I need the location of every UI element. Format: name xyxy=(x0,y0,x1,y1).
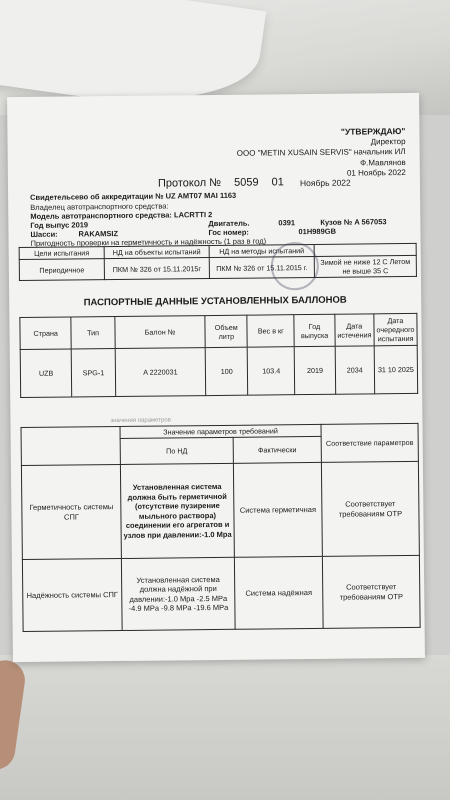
table-cell: A 2220031 xyxy=(115,348,206,397)
model-line: Модель автотранспортного средства: LACRTTI 2 xyxy=(30,210,213,221)
table-cell: 31 10 2025 xyxy=(374,345,418,393)
table-header-cell: Соответствие параметров xyxy=(321,423,418,462)
chassis-value: RAKAMSIZ xyxy=(78,229,119,239)
table-cell: Установленная система должна быть герметичной (отсутствие пузирение мыльного раствора) соединении его агрегатов и узлов при давлении:-1.0 Mpa xyxy=(120,463,234,558)
protocol-label: Протокол № xyxy=(157,176,222,190)
table-cell: Периодичное xyxy=(19,259,104,281)
table-header-cell: Фактически xyxy=(233,436,321,463)
table-row xyxy=(19,255,416,280)
table-cell: 100 xyxy=(205,347,247,395)
table-cell: 2019 xyxy=(295,346,336,394)
table-row xyxy=(20,313,417,349)
table-cell: Зимой не ниже 12 С Летом не выше 35 С xyxy=(314,255,416,277)
table-header-cell: НД на методы испытаний xyxy=(209,244,314,257)
table-cell: 103.4 xyxy=(247,347,295,395)
table-header-cell: Вес в кг xyxy=(247,315,294,347)
table-cell: Система герметичная xyxy=(233,462,322,557)
table-cell: UZB xyxy=(20,349,72,398)
year-line: Год выпус 2019 xyxy=(30,220,89,230)
approval-line-2: ООО "METIN XUSAIN SERVIS" начальник ИЛ xyxy=(236,147,406,158)
table-cell: SPG-1 xyxy=(72,349,116,397)
table-header-cell: Дата очередного испытания xyxy=(374,313,417,345)
table-header-cell: По НД xyxy=(120,437,233,464)
engine-value: 0391 xyxy=(278,218,296,228)
table-header-cell: Страна xyxy=(20,317,72,350)
table-row xyxy=(22,555,420,631)
table-header-cell: Объем литр xyxy=(205,315,247,347)
table-header-cell: Балон № xyxy=(115,316,206,349)
table-cell: Соответствует требованиям ОТР xyxy=(321,461,419,556)
background-bottom xyxy=(0,655,450,800)
protocol-document xyxy=(7,93,425,662)
table-header-cell xyxy=(314,243,416,256)
protocol-title xyxy=(158,176,294,189)
table-header-cell xyxy=(21,427,120,466)
table-cell: ПКМ № 326 от 15.11.2015г xyxy=(104,258,209,280)
approval-block xyxy=(237,126,406,180)
table-cell: Установленная система должна надёжной при давлении:-1.0 Mpa -2.5 MPa -4.9 MPa -9.8 MPa -19.6 MPa xyxy=(121,557,235,630)
approval-title: "УТВЕРЖДАЮ" xyxy=(340,126,406,137)
body-number: Кузов № A 567053 xyxy=(320,217,387,227)
table-row xyxy=(21,461,419,559)
table-cell: Соответствует требованиям ОТР xyxy=(322,555,420,628)
requirements-table xyxy=(21,423,421,632)
passport-table xyxy=(19,313,418,398)
plate-value: 01H989GB xyxy=(298,226,337,237)
chassis-label: Шасси: xyxy=(30,229,58,239)
table-cell: Герметичность системы СПГ xyxy=(21,465,121,560)
protocol-month-year: Ноябрь 2022 xyxy=(299,177,351,189)
table-header-cell: НД на объекты испытаний xyxy=(104,246,209,259)
fitness-line: Пригодность проверки на герметичность и надёжность (1 раз в год) xyxy=(30,236,267,248)
table-cell: ПКМ № 326 от 15.11.2015 г. xyxy=(209,256,314,278)
table-row xyxy=(20,345,417,397)
table-cell: 2034 xyxy=(335,346,375,394)
accreditation-line: Свидетельсево об аккредитации № UZ AMT07 MAI 1163 xyxy=(30,190,237,202)
faint-note: значения параметров xyxy=(110,417,171,425)
table-cell: Надёжность системы СПГ xyxy=(22,559,122,632)
table-header-cell: Цели испытания xyxy=(19,247,104,260)
approval-signer: Ф.Мавлянов xyxy=(360,157,406,167)
protocol-day: 01 xyxy=(271,176,284,189)
engine-label: Двигатель. xyxy=(208,218,250,229)
table-header-cell: Дата истечения xyxy=(335,314,375,346)
test-purpose-table xyxy=(19,243,417,281)
requirements-group-header: Значение параметров требований xyxy=(120,424,321,438)
table-cell: Система надёжная xyxy=(234,556,323,629)
plate-label: Гос номер: xyxy=(208,227,249,238)
protocol-number: 5059 xyxy=(233,176,259,189)
approval-line-1: Директор xyxy=(370,136,406,146)
passport-title: ПАСПОРТНЫЕ ДАННЫЕ УСТАНОВЛЕННЫХ БАЛЛОНОВ xyxy=(83,294,347,309)
table-header-cell: Год выпуска xyxy=(294,314,335,346)
round-stamp xyxy=(271,242,320,291)
approval-date: 01 Ноябрь 2022 xyxy=(346,168,406,178)
table-header-cell: Тип xyxy=(71,317,115,349)
owner-line: Владелец автотранспортного средства: xyxy=(30,201,169,212)
